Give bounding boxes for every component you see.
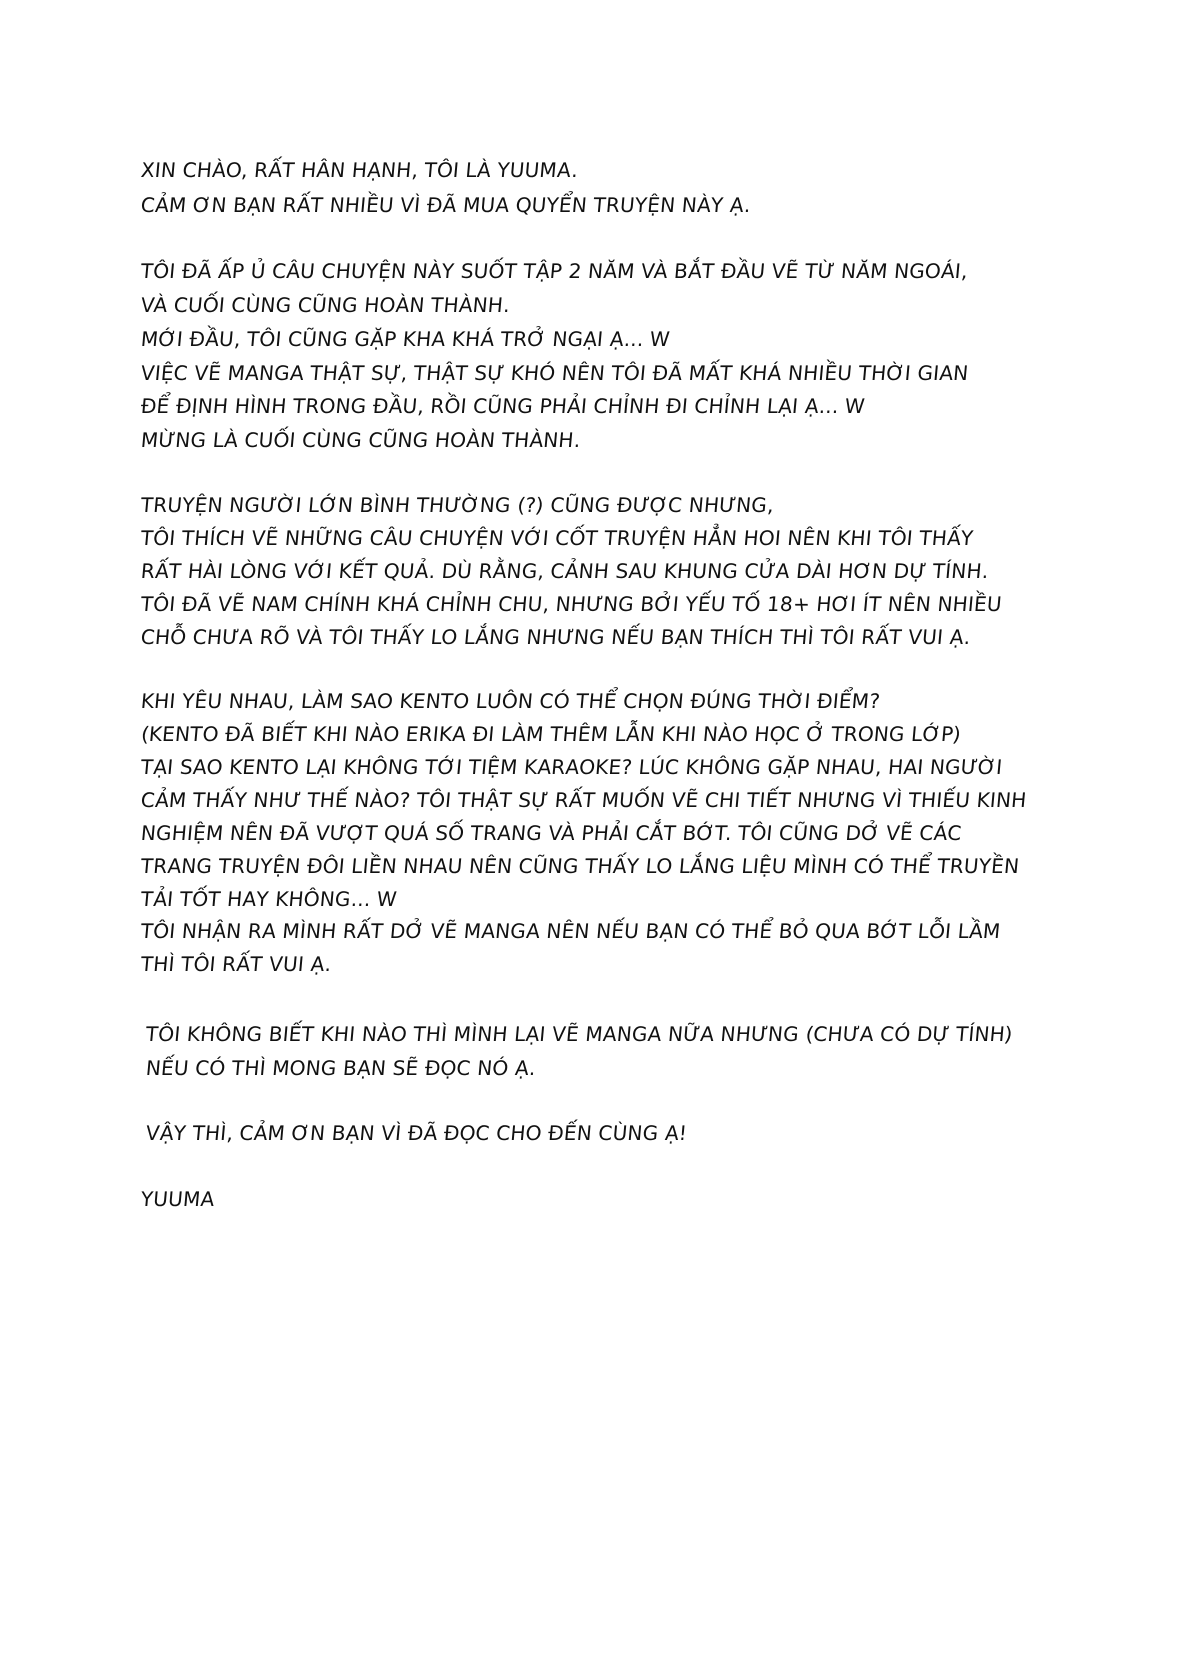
story-process-line: TÔI ĐÃ ẤP Ủ CÂU CHUYỆN NÀY SUỐT TẬP 2 NĂM VÀ BẮT ĐẦU VẼ TỪ NĂM NGOÁI, [139,259,969,283]
questions-line: THÌ TÔI RẤT VUI Ạ. [139,952,333,976]
story-process-line: ĐỂ ĐỊNH HÌNH TRONG ĐẦU, RỒI CŨNG PHẢI CHỈNH ĐI CHỈNH LẠI Ạ... W [139,394,867,418]
story-process-line: MỚI ĐẦU, TÔI CŨNG GẶP KHA KHÁ TRỞ NGẠI Ạ... W [139,327,672,351]
satisfaction-line: TÔI ĐÃ VẼ NAM CHÍNH KHÁ CHỈNH CHU, NHƯNG BỞI YẾU TỐ 18+ HƠI ÍT NÊN NHIỀU [139,592,1004,616]
story-process-line: VÀ CUỐI CÙNG CŨNG HOÀN THÀNH. [139,293,511,317]
questions-line: KHI YÊU NHAU, LÀM SAO KENTO LUÔN CÓ THỂ CHỌN ĐÚNG THỜI ĐIỂM? [139,689,882,713]
questions-line: (KENTO ĐÃ BIẾT KHI NÀO ERIKA ĐI LÀM THÊM LẪN KHI NÀO HỌC Ở TRONG LỚP) [139,722,963,746]
greeting-line: CẢM ƠN BẠN RẤT NHIỀU VÌ ĐÃ MUA QUYỂN TRUYỆN NÀY Ạ. [139,193,752,217]
questions-line: TẠI SAO KENTO LẠI KHÔNG TỚI TIỆM KARAOKE? LÚC KHÔNG GẶP NHAU, HAI NGƯỜI [139,755,1004,779]
future-line: TÔI KHÔNG BIẾT KHI NÀO THÌ MÌNH LẠI VẼ MANGA NỮA NHƯNG (CHƯA CÓ DỰ TÍNH) [144,1022,1015,1046]
story-process-line: VIỆC VẼ MANGA THẬT SỰ, THẬT SỰ KHÓ NÊN TÔI ĐÃ MẤT KHÁ NHIỀU THỜI GIAN [139,361,970,385]
questions-line: TRANG TRUYỆN ĐÔI LIỀN NHAU NÊN CŨNG THẤY LO LẮNG LIỆU MÌNH CÓ THỂ TRUYỀN [139,854,1021,878]
satisfaction-line: RẤT HÀI LÒNG VỚI KẾT QUẢ. DÙ RẰNG, CẢNH SAU KHUNG CỬA DÀI HƠN DỰ TÍNH. [139,559,990,583]
satisfaction-line: CHỖ CHƯA RÕ VÀ TÔI THẤY LO LẮNG NHƯNG NẾU BẠN THÍCH THÌ TÔI RẤT VUI Ạ. [139,625,972,649]
signature: YUUMA [139,1187,216,1211]
questions-line: TẢI TỐT HAY KHÔNG... W [139,887,399,911]
future-line: NẾU CÓ THÌ MONG BẠN SẼ ĐỌC NÓ Ạ. [144,1056,537,1080]
satisfaction-line: TÔI THÍCH VẼ NHỮNG CÂU CHUYỆN VỚI CỐT TRUYỆN HẲN HOI NÊN KHI TÔI THẤY [139,526,975,550]
questions-line: CẢM THẤY NHƯ THẾ NÀO? TÔI THẬT SỰ RẤT MUỐN VẼ CHI TIẾT NHƯNG VÌ THIẾU KINH [139,788,1028,812]
greeting-line: XIN CHÀO, RẤT HÂN HẠNH, TÔI LÀ YUUMA. [139,158,580,182]
questions-line: TÔI NHẬN RA MÌNH RẤT DỞ VẼ MANGA NÊN NẾU BẠN CÓ THỂ BỎ QUA BỚT LỖI LẦM [139,919,1002,943]
questions-line: NGHIỆM NÊN ĐÃ VƯỢT QUÁ SỐ TRANG VÀ PHẢI CẮT BỚT. TÔI CŨNG DỞ VẼ CÁC [139,821,963,845]
story-process-line: MỪNG LÀ CUỐI CÙNG CŨNG HOÀN THÀNH. [139,428,582,452]
thanks-line: VẬY THÌ, CẢM ƠN BẠN VÌ ĐÃ ĐỌC CHO ĐẾN CÙNG Ạ! [144,1121,689,1145]
satisfaction-line: TRUYỆN NGƯỜI LỚN BÌNH THƯỜNG (?) CŨNG ĐƯỢC NHƯNG, [139,493,775,517]
